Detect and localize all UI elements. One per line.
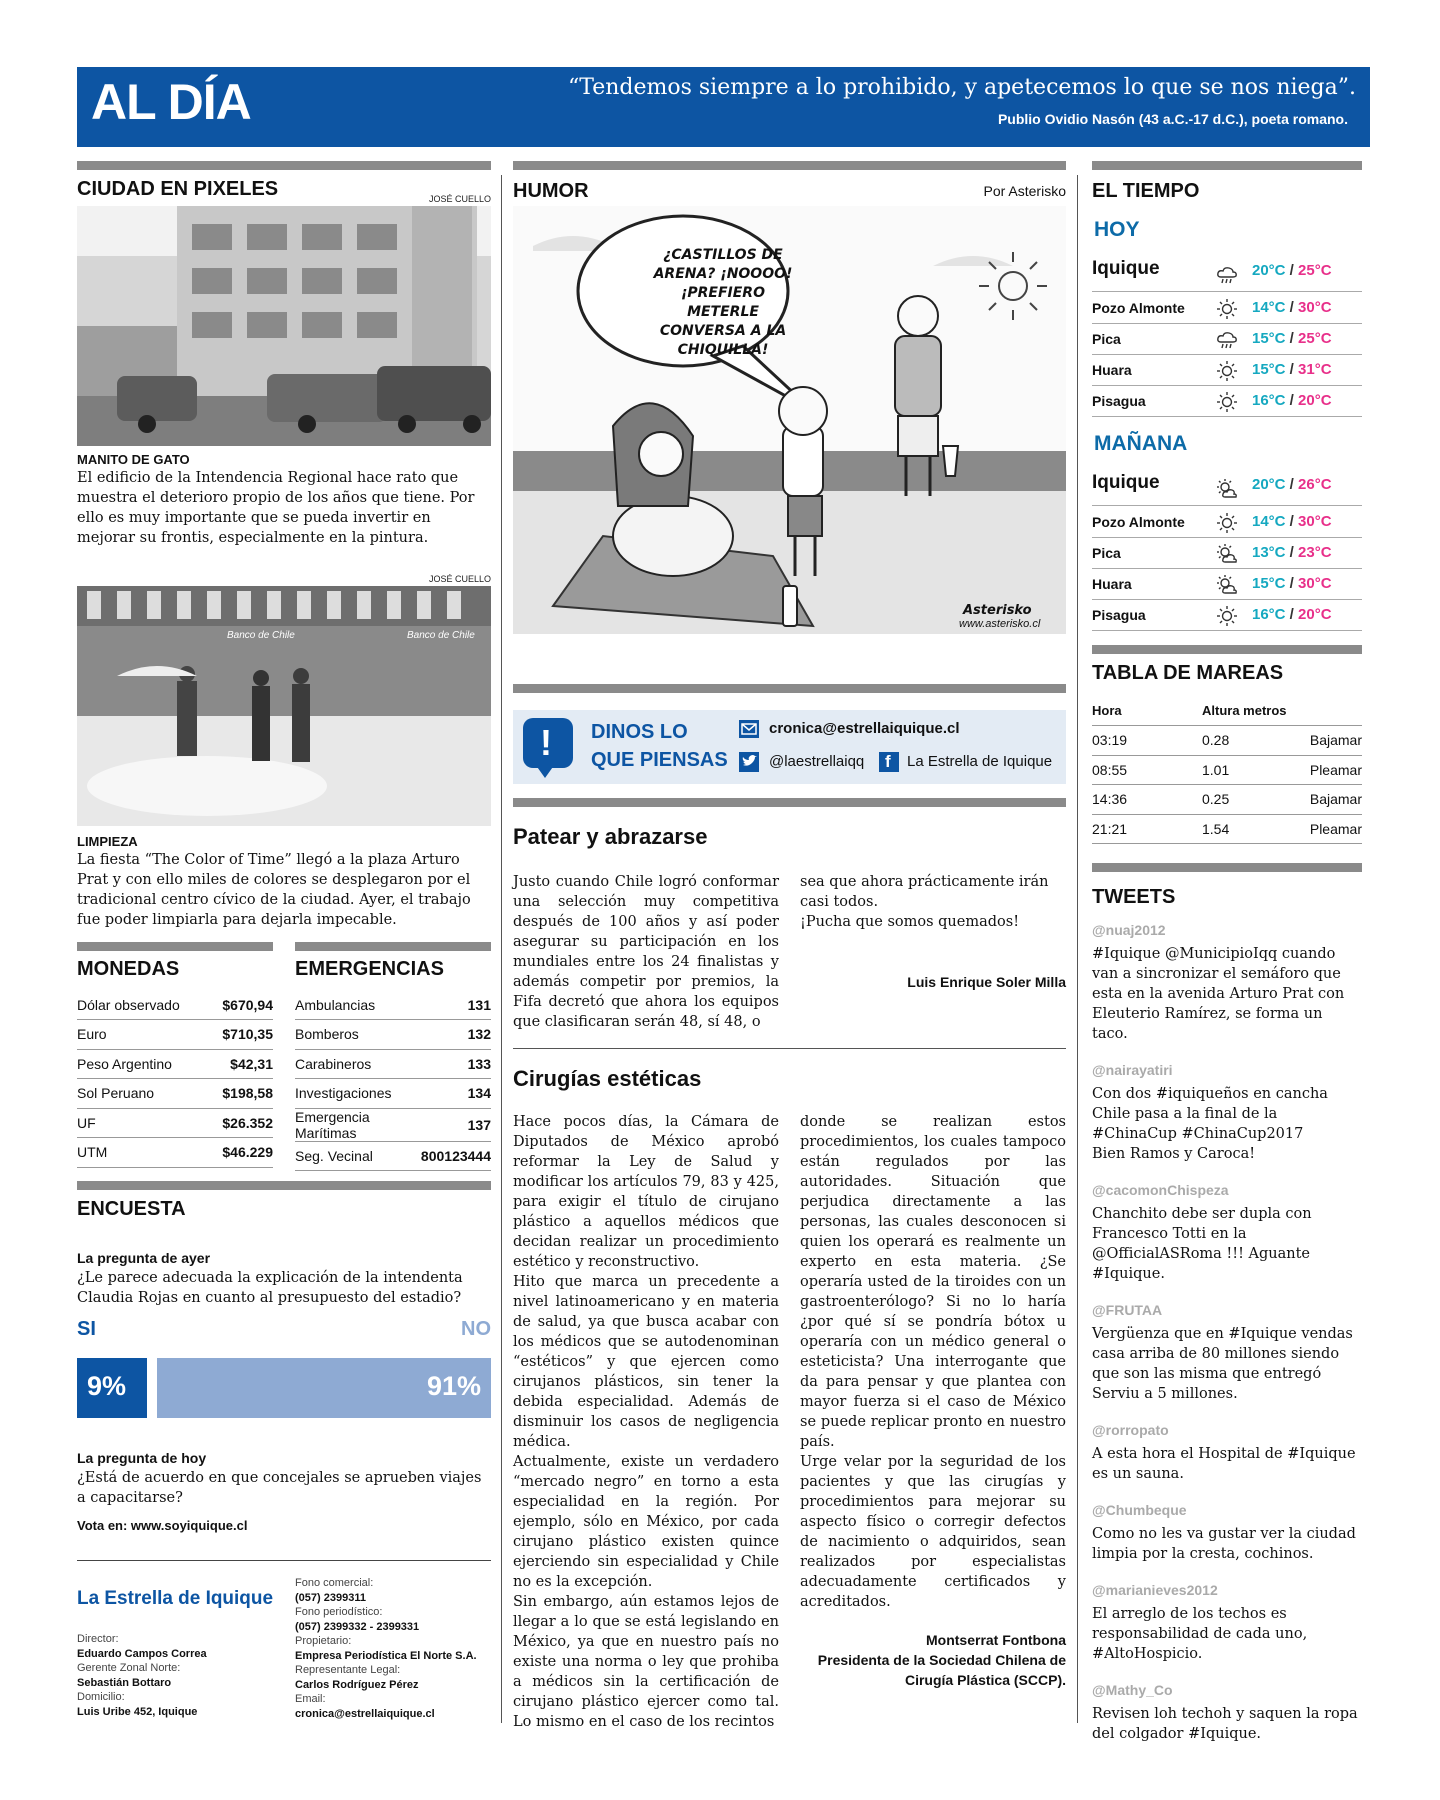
row-value: 132 (421, 1020, 491, 1050)
table-row (1092, 755, 1362, 785)
humor-title: HUMOR (513, 180, 589, 202)
row-value: $46.229 (208, 1138, 273, 1168)
tweet-handle[interactable]: @cacomonChispeza (1092, 1182, 1229, 1198)
column-rule (77, 1181, 491, 1190)
temp-max: 30°C (1298, 513, 1332, 530)
row-value: $670,94 (208, 990, 273, 1020)
staff-right (295, 1576, 491, 1721)
poll-bar (77, 1358, 491, 1418)
temp-separator: / (1285, 476, 1299, 493)
column-rule (77, 942, 273, 951)
caption-text: El edificio de la Intendencia Regional hace rato que muestra el deterioro propio de los años que tiene. Por ello es muy importante que se pueda invertir en mejorar su frontis, especialmente en la pintura. (77, 470, 475, 546)
temp-max: 25°C (1298, 330, 1332, 347)
sun-icon (1216, 298, 1238, 320)
dinos-title: DINOS LO QUE PIENSAS (591, 721, 728, 771)
mareas-table (1092, 696, 1362, 844)
weather-city: Pica (1092, 545, 1121, 561)
weather-temps (1252, 606, 1332, 623)
weather-temps (1252, 392, 1332, 409)
temp-separator: / (1285, 262, 1299, 279)
no-bar (157, 1358, 491, 1418)
row-label: Peso Argentino (77, 1049, 208, 1079)
weather-row (1092, 356, 1362, 386)
ciudad-title: CIUDAD EN PIXELES (77, 178, 279, 200)
tweet-text: El arreglo de los techos es responsabilidad de cada uno, #AltoHospicio. (1092, 1606, 1308, 1662)
temp-max: 20°C (1298, 606, 1332, 623)
table-row (1092, 814, 1362, 844)
staff-label: Propietario: (295, 1635, 352, 1647)
column-rule (513, 161, 1066, 170)
tweet-handle[interactable]: @FRUTAA (1092, 1302, 1163, 1318)
row-value: $26.352 (208, 1108, 273, 1138)
caption-text: La fiesta “The Color of Time” llegó a la plaza Arturo Prat y con ello miles de colores se desplegaron por el tradicional centro cívico de la ciudad. Ayer, el trabajo fue poder limpiarla para dejarla impecable. (77, 852, 471, 928)
si-bar (77, 1358, 147, 1418)
rain-cloud-icon (1216, 264, 1238, 286)
weather-row (1092, 601, 1362, 631)
table-row (77, 1138, 273, 1168)
temp-min: 13°C (1252, 544, 1286, 561)
photo-credit: JOSÉ CUELLO (428, 574, 491, 584)
weather-row (1092, 570, 1362, 600)
row-value: $42,31 (208, 1049, 273, 1079)
row-label: Dólar observado (77, 990, 208, 1020)
weather-row (1092, 508, 1362, 538)
temp-max: 23°C (1298, 544, 1332, 561)
tide-time: 14:36 (1092, 785, 1202, 815)
ayer-label: La pregunta de ayer (77, 1250, 211, 1266)
table-row (1092, 726, 1362, 756)
row-label: Seg. Vecinal (295, 1141, 421, 1171)
weather-row (1092, 387, 1362, 417)
table-row (77, 1108, 273, 1138)
temp-separator: / (1285, 299, 1299, 316)
rain-cloud-icon (1216, 329, 1238, 351)
sun-cloud-icon (1216, 543, 1238, 565)
tide-time: 03:19 (1092, 726, 1202, 756)
table-row (295, 1108, 491, 1141)
table-row (77, 1020, 273, 1050)
tweet (1092, 1302, 1362, 1404)
tide-type: Bajamar (1292, 726, 1362, 756)
cartoon-site: www.asterisko.cl (959, 618, 1041, 630)
hoy-label: HOY (1094, 218, 1140, 241)
cirugias-author: Montserrat Fontbona Presidenta de la Sociedad Chilena de Cirugía Plástica (SCCP). (817, 1632, 1066, 1688)
tide-time: 21:21 (1092, 814, 1202, 844)
temp-min: 14°C (1252, 299, 1286, 316)
temp-max: 26°C (1298, 476, 1332, 493)
tweet-handle[interactable]: @nairayatiri (1092, 1062, 1173, 1078)
sun-icon (1216, 605, 1238, 627)
temp-min: 16°C (1252, 606, 1286, 623)
tweet-text: Chanchito debe ser dupla con Francesco Totti en la @OfficialASRoma !!! Aguante #Iquique. (1092, 1206, 1312, 1282)
humor-byline: Por Asterisko (983, 183, 1066, 199)
dinos-twitter[interactable]: @laestrellaiqq (769, 753, 865, 770)
temp-separator: / (1285, 513, 1299, 530)
table-row (77, 990, 273, 1020)
row-label: Bomberos (295, 1020, 421, 1050)
weather-temps (1252, 299, 1332, 316)
row-value: 134 (421, 1079, 491, 1109)
tweet-text: Como no les va gustar ver la ciudad limpia por la cresta, cochinos. (1092, 1526, 1356, 1562)
weather-temps (1252, 262, 1332, 279)
tiempo-title: EL TIEMPO (1092, 180, 1200, 202)
svg-text:La Estrella de Iquique: La Estrella de Iquique (77, 1588, 273, 1609)
exclamation-icon: ! (523, 718, 573, 768)
cartoon-signature: Asterisko (963, 603, 1032, 618)
row-value: 800123444 (421, 1141, 491, 1171)
row-value: 131 (421, 990, 491, 1020)
sun-cloud-icon (1216, 574, 1238, 596)
sun-cloud-icon (1216, 478, 1238, 500)
staff-label: Representante Legal: (295, 1664, 401, 1676)
temp-min: 20°C (1252, 262, 1286, 279)
tweet (1092, 1062, 1362, 1164)
dinos-box (513, 710, 1066, 784)
hoy-question: ¿Está de acuerdo en que concejales se aprueben viajes a capacitarse? (77, 1470, 482, 1506)
bank-sign: Banco de Chile (227, 630, 295, 641)
facebook-icon: f (879, 752, 899, 772)
table-row (1092, 785, 1362, 815)
tweets-list (1092, 922, 1362, 1762)
table-row (295, 1141, 491, 1171)
tweet-text: Vergüenza que en #Iquique vendas casa arriba de 80 millones siendo que son las misma que entregó Serviu a 5 millones. (1092, 1326, 1353, 1402)
staff-label: Gerente Zonal Norte: (77, 1662, 181, 1674)
caption-head: MANITO DE GATO (77, 452, 190, 467)
vota-link[interactable]: Vota en: www.soyiquique.cl (77, 1518, 248, 1533)
tweets-title: TWEETS (1092, 886, 1176, 908)
staff-value: Empresa Periodística El Norte S.A. (295, 1649, 477, 1662)
row-label: Carabineros (295, 1049, 421, 1079)
temp-separator: / (1285, 330, 1299, 347)
tide-time: 08:55 (1092, 755, 1202, 785)
weather-city: Pisagua (1092, 607, 1146, 623)
bank-sign: Banco de Chile (407, 630, 475, 641)
section-header (77, 67, 1370, 147)
table-row (295, 1079, 491, 1109)
row-value: 137 (421, 1108, 491, 1141)
row-label: Sol Peruano (77, 1079, 208, 1109)
dinos-facebook[interactable]: La Estrella de Iquique (907, 753, 1053, 770)
no-percent: 91% (426, 1371, 481, 1401)
hoy-label: La pregunta de hoy (77, 1450, 207, 1466)
temp-min: 15°C (1252, 575, 1286, 592)
staff-label: Fono comercial: (295, 1577, 374, 1589)
weather-temps (1252, 513, 1332, 530)
weather-city: Pozo Almonte (1092, 514, 1185, 530)
si-percent: 9% (87, 1371, 127, 1401)
table-row (77, 1079, 273, 1109)
table-row (295, 1020, 491, 1050)
patear-col1: Justo cuando Chile logró conformar una selección muy competitiva después de 100 años y así poder asegurar su participación en los mundiales entre los 24 finalistas y además competir por premios, la Fifa decretó que ahora los equipos que clasificaran serán 48, sí 48, o (513, 874, 779, 1030)
weather-temps (1252, 544, 1332, 561)
mareas-title: TABLA DE MAREAS (1092, 662, 1284, 684)
column-separator (1077, 175, 1078, 1723)
weather-city: Pica (1092, 331, 1121, 347)
temp-min: 15°C (1252, 361, 1286, 378)
cirugias-col1: Hace pocos días, la Cámara de Diputados de México aprobó reformar la Ley de Salud y modificar los artículos 79, 83 y 425, para exigir el título de cirujano plástico a aquellos médicos que decidan realizar un procedimiento estético y reconstructivo. Hito que marca un precedente a nivel latinoamericano y en materia de salud, ya que busca acabar con los médicos que se autodenominan “estéticos” y que ejercen como cirujanos plásticos, sin tener la debida especialidad. Además de disminuir los casos de negligencia médica. Actualmente, existe un verdadero “mercado negro” en torno a esta especialidad en la región. Por ejemplo, sólo en México, por cada cirujano plástico existen quince ejerciendo sin especialidad y Chile no es la excepción. Sin embargo, aún estamos lejos de llegar a lo que se está legislando en México, ya que en nuestro país no existe una norma o ley que prohiba a médicos sin la certificación de cirujano plástico ejercer como tal. Lo mismo en el caso de los recintos (513, 1114, 779, 1730)
tide-height: 0.28 (1202, 726, 1292, 756)
plaza-photo (77, 586, 491, 826)
temp-separator: / (1285, 606, 1299, 623)
tweet-handle[interactable]: @Mathy_Co (1092, 1682, 1173, 1698)
staff-label: Domicilio: (77, 1691, 125, 1703)
weather-temps (1252, 330, 1332, 347)
temp-max: 30°C (1298, 299, 1332, 316)
weather-row (1092, 256, 1362, 292)
temp-separator: / (1285, 544, 1299, 561)
row-value: $198,58 (208, 1079, 273, 1109)
temp-max: 31°C (1298, 361, 1332, 378)
temp-min: 20°C (1252, 476, 1286, 493)
mareas-h-hora: Hora (1092, 696, 1202, 726)
weather-row (1092, 325, 1362, 355)
emergencias-table (295, 990, 491, 1171)
table-row (295, 1049, 491, 1079)
cirugias-col2: donde se realizan estos procedimientos, los cuales tampoco están regulados por las autoridades. Situación que perjudica directamente a las personas, las cuales desconocen si quien los operará es realmente un experto en esta materia. ¿Se operaría usted de la tiroides con un gastroenterólogo? Si no lo haría ¿por qué sí se pondría bótox u operaría con un médico general o esteticista? Una interrogante que da para pensar y que plantea con mayor fuerza si el caso de México se puede replicar pronto en nuestro país. Urge velar por la seguridad de los pacientes y que las cirugías y procedimientos para mejorar su aspecto físico o corregir defectos de nacimiento o adquiridos, sean realizados por especialistas adecuadamente certificados y acreditados. (800, 1114, 1066, 1610)
tide-type: Pleamar (1292, 755, 1362, 785)
table-row (77, 1049, 273, 1079)
mareas-h-altura: Altura metros (1202, 696, 1362, 726)
sun-icon (1216, 391, 1238, 413)
tweet-handle[interactable]: @nuaj2012 (1092, 922, 1166, 938)
staff-value: Eduardo Campos Correa (77, 1647, 207, 1660)
row-label: UTM (77, 1138, 208, 1168)
tweet-text: #Iquique @MunicipioIqq cuando van a sincronizar el semáforo que esta en la avenida Arturo Prat con Eleuterio Ramírez, se forma un taco. (1092, 946, 1345, 1042)
staff-value: (057) 2399311 (295, 1591, 366, 1604)
weather-city: Pozo Almonte (1092, 300, 1185, 316)
tide-height: 1.01 (1202, 755, 1292, 785)
column-separator (501, 175, 502, 1723)
speech-bubble: ¿CASTILLOS DE ARENA? ¡NOOOO! ¡PREFIERO METERLE CONVERSA A LA CHIQUILLA! (653, 247, 793, 358)
tide-type: Bajamar (1292, 785, 1362, 815)
tide-type: Pleamar (1292, 814, 1362, 844)
tweet-text: Revisen loh techoh y saquen la ropa del colgador #Iquique. (1092, 1706, 1358, 1742)
humor-cartoon (513, 206, 1066, 634)
temp-max: 25°C (1298, 262, 1332, 279)
encuesta-title: ENCUESTA (77, 1198, 186, 1220)
tweet (1092, 922, 1362, 1044)
staff-left (77, 1632, 273, 1719)
row-label: Ambulancias (295, 990, 421, 1020)
column-rule (1092, 863, 1362, 872)
divider (77, 1560, 491, 1561)
tweet-handle[interactable]: @Chumbeque (1092, 1502, 1187, 1518)
weather-city: Huara (1092, 362, 1132, 378)
row-label: UF (77, 1108, 208, 1138)
weather-temps (1252, 476, 1332, 493)
row-label: Euro (77, 1020, 208, 1050)
intendencia-photo (77, 206, 491, 446)
header-quote-author: Publio Ovidio Nasón (43 a.C.-17 d.C.), poeta romano. (997, 111, 1348, 127)
tweet (1092, 1502, 1362, 1564)
weather-row (1092, 470, 1362, 506)
temp-min: 14°C (1252, 513, 1286, 530)
staff-value: Sebastián Bottaro (77, 1676, 172, 1689)
emergencias-title: EMERGENCIAS (295, 958, 444, 980)
no-label: NO (461, 1318, 491, 1340)
tide-height: 0.25 (1202, 785, 1292, 815)
ayer-question: ¿Le parece adecuada la explicación de la intendenta Claudia Rojas en cuanto al presupuesto del estadio? (77, 1270, 463, 1306)
column-rule (1092, 645, 1362, 654)
temp-separator: / (1285, 392, 1299, 409)
temp-min: 16°C (1252, 392, 1286, 409)
manana-label: MAÑANA (1094, 432, 1188, 455)
header-quote: “Tendemos siempre a lo prohibido, y apetecemos lo que se nos niega”. (567, 75, 1356, 100)
patear-col2: sea que ahora prácticamente irán casi todos. ¡Pucha que somos quemados! (800, 874, 1049, 930)
monedas-table (77, 990, 273, 1168)
temp-max: 30°C (1298, 575, 1332, 592)
divider (513, 1048, 1066, 1049)
staff-label: Director: (77, 1633, 119, 1645)
staff-value: Luis Uribe 452, Iquique (77, 1705, 198, 1718)
tweet (1092, 1182, 1362, 1284)
section-title: AL DÍA (91, 74, 251, 130)
weather-city: Iquique (1092, 472, 1160, 493)
weather-row (1092, 539, 1362, 569)
row-value: $710,35 (208, 1020, 273, 1050)
weather-temps (1252, 575, 1332, 592)
staff-value: Carlos Rodríguez Pérez (295, 1678, 419, 1691)
monedas-title: MONEDAS (77, 958, 180, 980)
row-label: Emergencia Marítimas (295, 1108, 421, 1141)
weather-today (1092, 256, 1362, 416)
newspaper-logo (77, 1582, 273, 1610)
weather-city: Iquique (1092, 258, 1160, 279)
tweet (1092, 1682, 1362, 1744)
table-row (295, 990, 491, 1020)
twitter-icon (739, 752, 759, 772)
email-icon (739, 720, 759, 738)
column-rule (295, 942, 491, 951)
caption-head: LIMPIEZA (77, 834, 138, 849)
tide-height: 1.54 (1202, 814, 1292, 844)
si-label: SI (77, 1318, 96, 1340)
tweet-handle[interactable]: @marianieves2012 (1092, 1582, 1218, 1598)
tweet-text: A esta hora el Hospital de #Iquique es un sauna. (1092, 1446, 1356, 1482)
tweet-handle[interactable]: @rorropato (1092, 1422, 1169, 1438)
patear-author: Luis Enrique Soler Milla (907, 974, 1066, 990)
sun-icon (1216, 360, 1238, 382)
weather-tomorrow (1092, 470, 1362, 630)
temp-separator: / (1285, 361, 1299, 378)
column-rule (1092, 161, 1362, 170)
tweet (1092, 1582, 1362, 1664)
patear-title: Patear y abrazarse (513, 824, 708, 849)
weather-row (1092, 294, 1362, 324)
tweet (1092, 1422, 1362, 1484)
dinos-email[interactable]: cronica@estrellaiquique.cl (769, 720, 960, 737)
weather-temps (1252, 361, 1332, 378)
row-label: Investigaciones (295, 1079, 421, 1109)
temp-separator: / (1285, 575, 1299, 592)
tweet-text: Con dos #iquiqueños en cancha Chile pasa a la final de la #ChinaCup #ChinaCup2017 Bien Ramos y Caroca! (1092, 1086, 1328, 1162)
column-rule (513, 798, 1066, 807)
photo-credit: JOSÉ CUELLO (428, 194, 491, 204)
weather-city: Pisagua (1092, 393, 1146, 409)
column-rule (513, 684, 1066, 693)
staff-value: cronica@estrellaiquique.cl (295, 1707, 435, 1720)
sun-icon (1216, 512, 1238, 534)
weather-city: Huara (1092, 576, 1132, 592)
staff-value: (057) 2399332 - 2399331 (295, 1620, 420, 1633)
temp-max: 20°C (1298, 392, 1332, 409)
staff-label: Fono periodístico: (295, 1606, 383, 1618)
staff-label: Email: (295, 1693, 326, 1705)
column-rule (77, 161, 491, 170)
temp-min: 15°C (1252, 330, 1286, 347)
row-value: 133 (421, 1049, 491, 1079)
cirugias-title: Cirugías estéticas (513, 1066, 702, 1091)
